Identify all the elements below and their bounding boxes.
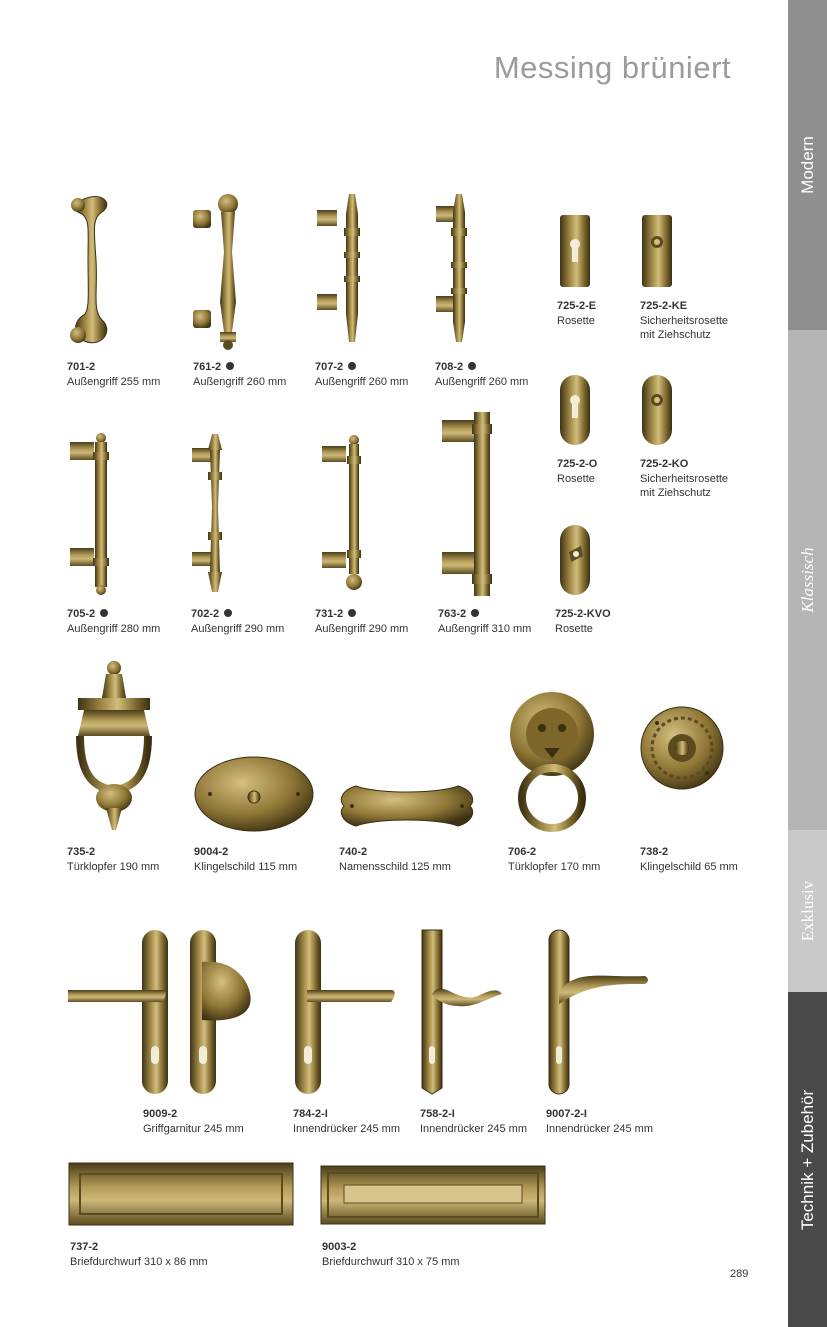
sidebar-tab-klassisch[interactable] bbox=[788, 330, 827, 830]
product-image-708-2 bbox=[434, 192, 494, 352]
caption-707-2 bbox=[315, 360, 408, 389]
product-image-737-2 bbox=[68, 1162, 294, 1226]
product-image-758-2-I bbox=[418, 928, 508, 1096]
product-desc: Griffgarnitur 245 mm bbox=[143, 1122, 244, 1135]
product-code: 784-2-I bbox=[293, 1108, 328, 1120]
product-code: 725-2-KVO bbox=[555, 608, 611, 620]
caption-738-2 bbox=[640, 845, 738, 874]
product-desc: Innendrücker 245 mm bbox=[293, 1122, 400, 1135]
page-number: 289 bbox=[730, 1268, 749, 1280]
product-image-725-2-KVO bbox=[559, 524, 591, 596]
product-desc-2: mit Ziehschutz bbox=[640, 329, 711, 341]
product-image-9004-2 bbox=[193, 755, 315, 833]
product-desc: Briefdurchwurf 310 x 75 mm bbox=[322, 1255, 460, 1268]
product-image-707-2 bbox=[315, 192, 375, 352]
product-desc-2: mit Ziehschutz bbox=[640, 487, 711, 499]
product-code: 9004-2 bbox=[194, 846, 229, 858]
caption-761-2 bbox=[193, 360, 286, 389]
product-desc: Rosette bbox=[557, 472, 595, 485]
product-code: 9007-2-I bbox=[546, 1108, 587, 1120]
product-image-705-2 bbox=[68, 432, 118, 597]
caption-735-2 bbox=[67, 845, 159, 874]
product-desc: Rosette bbox=[557, 314, 595, 327]
product-code: 701-2 bbox=[67, 361, 96, 373]
sidebar-tab-technik[interactable] bbox=[788, 992, 827, 1327]
sidebar-tab-exklusiv[interactable] bbox=[788, 830, 827, 992]
product-image-9007-2-I bbox=[545, 928, 655, 1096]
status-dot bbox=[348, 362, 356, 370]
product-image-738-2 bbox=[639, 705, 725, 791]
product-image-9003-2 bbox=[320, 1165, 546, 1225]
product-desc: Innendrücker 245 mm bbox=[546, 1122, 653, 1135]
product-code: 706-2 bbox=[508, 846, 537, 858]
sidebar-tab-label: Technik + Zubehör bbox=[797, 1089, 817, 1230]
status-dot bbox=[100, 609, 108, 617]
product-desc: Außengriff 280 mm bbox=[67, 622, 161, 635]
product-code: 740-2 bbox=[339, 846, 368, 858]
product-code: 725-2-KE bbox=[640, 300, 688, 312]
caption-731-2 bbox=[315, 607, 408, 636]
caption-705-2 bbox=[67, 607, 160, 636]
status-dot bbox=[468, 362, 476, 370]
product-code: 737-2 bbox=[70, 1241, 99, 1253]
product-desc: Sicherheitsrosette bbox=[640, 314, 729, 327]
caption-725-2-KO bbox=[640, 457, 728, 501]
product-image-784-2-I bbox=[293, 928, 398, 1096]
product-image-702-2 bbox=[190, 432, 240, 597]
product-code: 702-2 bbox=[191, 608, 220, 620]
product-desc: Außengriff 290 mm bbox=[191, 622, 285, 635]
product-code: 758-2-I bbox=[420, 1108, 455, 1120]
product-image-761-2 bbox=[190, 192, 250, 352]
product-code: 705-2 bbox=[67, 608, 96, 620]
caption-725-2-KE bbox=[640, 299, 728, 343]
caption-9009-2 bbox=[143, 1107, 244, 1136]
sidebar bbox=[788, 0, 827, 1327]
caption-740-2 bbox=[339, 845, 451, 874]
product-image-735-2 bbox=[66, 658, 166, 836]
sidebar-tab-label: Modern bbox=[797, 136, 817, 194]
product-desc: Briefdurchwurf 310 x 86 mm bbox=[70, 1255, 208, 1268]
product-desc: Klingelschild 65 mm bbox=[640, 860, 738, 873]
status-dot bbox=[226, 362, 234, 370]
sidebar-tab-label: Klassisch bbox=[797, 547, 817, 613]
sidebar-tab-modern[interactable] bbox=[788, 0, 827, 330]
product-desc: Außengriff 260 mm bbox=[193, 375, 287, 388]
product-desc: Klingelschild 115 mm bbox=[194, 860, 298, 873]
caption-725-2-O bbox=[557, 457, 597, 486]
product-desc: Türklopfer 170 mm bbox=[508, 860, 601, 873]
caption-737-2 bbox=[70, 1240, 208, 1269]
product-code: 738-2 bbox=[640, 846, 669, 858]
caption-708-2 bbox=[435, 360, 528, 389]
product-code: 761-2 bbox=[193, 361, 222, 373]
product-desc: Außengriff 260 mm bbox=[315, 375, 409, 388]
caption-763-2 bbox=[438, 607, 531, 636]
caption-758-2-I bbox=[420, 1107, 527, 1136]
caption-725-2-E bbox=[557, 299, 596, 328]
status-dot bbox=[224, 609, 232, 617]
product-image-725-2-O bbox=[559, 374, 591, 446]
sidebar-tab-label: Exklusiv bbox=[797, 880, 817, 942]
product-code: 731-2 bbox=[315, 608, 344, 620]
product-desc: Außengriff 255 mm bbox=[67, 375, 161, 388]
status-dot bbox=[471, 609, 479, 617]
product-code: 725-2-KO bbox=[640, 458, 689, 470]
product-desc: Sicherheitsrosette bbox=[640, 472, 729, 485]
product-desc: Namensschild 125 mm bbox=[339, 860, 451, 873]
product-code: 9003-2 bbox=[322, 1241, 357, 1253]
page-title: Messing brüniert bbox=[493, 50, 731, 85]
product-desc: Außengriff 290 mm bbox=[315, 622, 409, 635]
caption-706-2 bbox=[508, 845, 600, 874]
caption-9007-2-I bbox=[546, 1107, 653, 1136]
caption-701-2 bbox=[67, 360, 160, 389]
product-image-731-2 bbox=[320, 432, 370, 597]
caption-9003-2 bbox=[322, 1240, 460, 1269]
product-desc: Außengriff 260 mm bbox=[435, 375, 529, 388]
product-image-725-2-E bbox=[559, 214, 591, 288]
product-image-725-2-KO bbox=[641, 374, 673, 446]
caption-784-2-I bbox=[293, 1107, 400, 1136]
product-code: 725-2-O bbox=[557, 458, 598, 470]
product-code: 9009-2 bbox=[143, 1108, 178, 1120]
product-image-763-2 bbox=[440, 410, 495, 600]
caption-9004-2 bbox=[194, 845, 297, 874]
product-code: 708-2 bbox=[435, 361, 464, 373]
product-image-9009-2 bbox=[66, 928, 256, 1096]
product-desc: Türklopfer 190 mm bbox=[67, 860, 160, 873]
caption-725-2-KVO bbox=[555, 607, 611, 636]
caption-702-2 bbox=[191, 607, 284, 636]
product-desc: Rosette bbox=[555, 622, 593, 635]
product-desc: Außengriff 310 mm bbox=[438, 622, 532, 635]
status-dot bbox=[348, 609, 356, 617]
product-image-706-2 bbox=[506, 690, 598, 834]
product-desc: Innendrücker 245 mm bbox=[420, 1122, 527, 1135]
product-code: 707-2 bbox=[315, 361, 344, 373]
product-code: 763-2 bbox=[438, 608, 467, 620]
product-image-725-2-KE bbox=[641, 214, 673, 288]
product-code: 735-2 bbox=[67, 846, 96, 858]
product-image-701-2 bbox=[62, 190, 122, 350]
product-code: 725-2-E bbox=[557, 300, 597, 312]
product-image-740-2 bbox=[336, 780, 478, 832]
